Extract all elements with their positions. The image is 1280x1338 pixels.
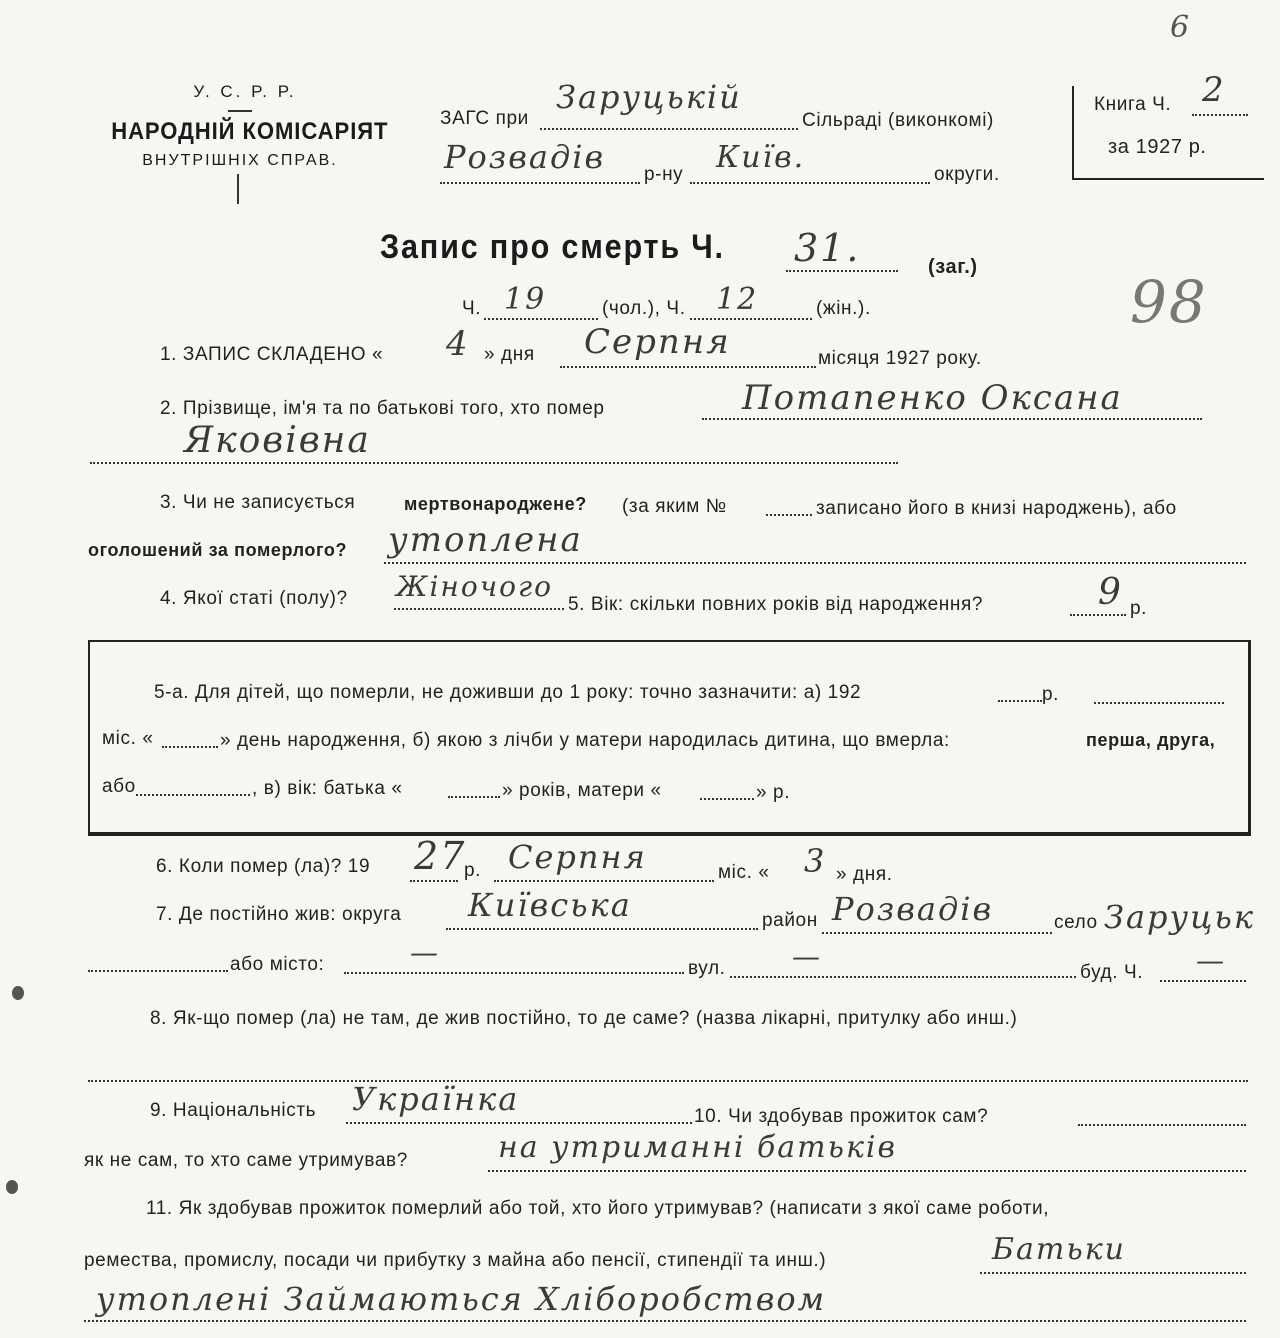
field-3-number-line xyxy=(766,514,812,516)
field-2-line2 xyxy=(90,462,898,464)
field-5a-month-line xyxy=(1094,702,1224,704)
page-number: 6 xyxy=(1170,10,1190,45)
record-title: Запис про смерть Ч. xyxy=(380,228,725,266)
field-6-month-value: Серпня xyxy=(508,838,647,876)
issuer-header xyxy=(100,82,389,204)
field-5a-line3-b: , в) вік: батька « xyxy=(252,778,403,799)
field-3-value-line xyxy=(384,562,1246,564)
field-3-label-bold: мертвонароджене? xyxy=(404,494,587,514)
field-10-value-line xyxy=(488,1170,1246,1172)
field-5a-day-line xyxy=(162,746,218,748)
field-1-month-line xyxy=(560,366,816,368)
field-10-label2: як не сам, то хто саме утримував? xyxy=(84,1150,408,1171)
field-7-district-label: район xyxy=(762,910,818,931)
book-number-line xyxy=(1192,114,1248,116)
field-5-value: 9 xyxy=(1098,572,1123,613)
male-label: (чол.), Ч. xyxy=(602,298,686,319)
field-3-value: утоплена xyxy=(388,520,583,560)
field-5a-mother-age-line xyxy=(700,798,754,800)
field-3-label-a: 3. Чи не записується xyxy=(160,492,356,513)
field-5a-line3-c: » років, матери « xyxy=(502,780,662,801)
record-suffix: (заг.) xyxy=(928,256,978,278)
field-6-month-line xyxy=(494,880,714,882)
field-7-city-label: або місто: xyxy=(230,954,325,975)
field-1-day-suffix: » дня xyxy=(484,344,535,365)
field-10-answer-line xyxy=(1078,1124,1246,1126)
field-4-value: Жіночого xyxy=(396,570,553,603)
field-5a-line1: 5-а. Для дітей, що померли, не доживши до 1 року: точно зазначити: а) 192 xyxy=(154,682,862,703)
field-2-value-line1: Потапенко Оксана xyxy=(742,378,1123,418)
district-name-line xyxy=(440,182,640,184)
okrug-name-value: Київ. xyxy=(716,140,806,175)
divider xyxy=(237,174,243,204)
zags-suffix: Сільраді (виконкомі) xyxy=(802,110,994,131)
field-9-label: 9. Національність xyxy=(150,1100,317,1121)
divider xyxy=(228,110,252,112)
field-7-street-line xyxy=(730,976,1076,978)
male-number-line xyxy=(484,318,598,320)
field-8-label: 8. Як-що помер (ла) не там, де жив постійно, то де саме? (назва лікарні, притулку або инш.) xyxy=(150,1008,1018,1029)
commissariat-label: НАРОДНІЙ КОМІСАРІЯТ xyxy=(111,118,389,145)
field-1-day-value: 4 xyxy=(446,324,470,364)
field-9-value: Українка xyxy=(352,1080,520,1118)
department-label: ВНУТРІШНІХ СПРАВ. xyxy=(142,152,338,169)
field-11-label1: 11. Як здобував прожиток померлий або той, хто його утримував? (написати з якої саме роботи, xyxy=(146,1198,1050,1219)
district-name-value: Розвадів xyxy=(444,138,606,176)
field-6-month-suffix: міс. « xyxy=(718,862,770,883)
field-6-day-suffix: » дня. xyxy=(836,864,893,885)
field-7-pre-city-line xyxy=(88,970,228,972)
field-11-value1: Батьки xyxy=(992,1232,1126,1267)
field-3-label-bold2: оголошений за померлого? xyxy=(88,540,348,560)
punch-hole xyxy=(12,986,24,1000)
field-5a-line1-end: р. xyxy=(1042,684,1060,705)
field-5a-line3-a: або xyxy=(102,776,136,797)
book-number-value: 2 xyxy=(1202,70,1226,110)
male-number-value: 19 xyxy=(504,282,547,317)
field-4-line xyxy=(394,608,564,610)
field-7-village-value: Заруцьк xyxy=(1104,898,1255,936)
field-7-street-value: — xyxy=(792,940,822,973)
field-7-district-value: Розвадів xyxy=(832,890,994,928)
field-10-label: 10. Чи здобував прожиток сам? xyxy=(694,1106,989,1127)
field-11-value2: утоплені Займаються Хліборобством xyxy=(96,1280,827,1318)
field-7-okrug-value: Київська xyxy=(468,886,632,924)
male-prefix: Ч. xyxy=(462,298,482,319)
field-7-district-line xyxy=(822,932,1052,934)
margin-note: 98 xyxy=(1130,268,1208,336)
punch-hole xyxy=(6,1180,18,1194)
female-number-line xyxy=(690,318,812,320)
zags-prefix: ЗАГС при xyxy=(440,108,529,129)
field-7-city-value: — xyxy=(410,936,440,969)
field-5-label: 5. Вік: скільки повних років від народження? xyxy=(568,594,984,615)
field-5a-line2-bold: перша, друга, xyxy=(1086,730,1216,750)
district-suffix: р-ну xyxy=(644,164,684,185)
field-6-year-value: 27 xyxy=(414,834,467,878)
field-6-year-line xyxy=(410,880,458,882)
field-7-house-value: — xyxy=(1196,944,1226,977)
field-5a-father-age-line xyxy=(448,796,500,798)
okrug-name-line xyxy=(690,182,930,184)
field-7-city-line xyxy=(344,972,684,974)
infant-section-box xyxy=(88,640,1251,836)
field-8-line xyxy=(88,1080,1248,1082)
book-year-label: за 1927 р. xyxy=(1108,136,1207,158)
field-11-value1-line xyxy=(980,1272,1246,1274)
field-2-value-line2: Яковівна xyxy=(184,420,371,461)
field-6-label: 6. Коли помер (ла)? 19 xyxy=(156,856,371,877)
field-2-label: 2. Прізвище, ім'я та по батькові того, хто помер xyxy=(160,398,605,419)
record-number-value: 31. xyxy=(794,226,861,270)
field-1-label: 1. ЗАПИС СКЛАДЕНО « xyxy=(160,344,384,365)
field-7-label: 7. Де постійно жив: округа xyxy=(156,904,402,925)
field-11-value2-line xyxy=(84,1320,1246,1322)
field-11-label2: ремества, промислу, посади чи прибутку з майна або пенсії, стипендії та инш.) xyxy=(84,1250,827,1271)
field-7-house-line xyxy=(1160,980,1246,982)
field-5a-order-line xyxy=(136,794,250,796)
field-9-line xyxy=(346,1122,692,1124)
field-6-day-value: 3 xyxy=(804,842,827,880)
field-5a-year-line xyxy=(998,700,1042,702)
field-5a-line3-d: » р. xyxy=(756,782,791,803)
field-5-suffix: р. xyxy=(1130,598,1148,619)
field-6-year-suffix: р. xyxy=(464,860,482,881)
field-10-value: на утриманні батьків xyxy=(498,1130,897,1165)
field-3-label-b: (за яким № xyxy=(622,496,727,517)
field-7-house-label: буд. Ч. xyxy=(1080,962,1144,983)
female-number-value: 12 xyxy=(716,282,759,317)
record-number-line xyxy=(786,270,898,272)
field-2-line1 xyxy=(702,418,1202,420)
okrug-suffix: округи. xyxy=(934,164,1000,185)
council-name-line xyxy=(540,128,798,130)
field-5-line xyxy=(1070,614,1126,616)
field-3-label-c: записано його в книзі народжень), або xyxy=(816,498,1177,519)
field-4-label: 4. Якої статі (полу)? xyxy=(160,588,348,609)
book-box xyxy=(1072,70,1264,180)
book-label: Книга Ч. xyxy=(1094,94,1172,115)
field-5a-line2-b: » день народження, б) якою з лічби у матери народилась дитина, що вмерла: xyxy=(220,730,950,751)
field-1-month-suffix: місяця 1927 року. xyxy=(818,348,982,369)
field-7-street-label: вул. xyxy=(688,958,726,979)
field-5a-line2-a: міс. « xyxy=(102,728,154,749)
republic-label: У. С. Р. Р. xyxy=(193,82,297,101)
field-7-okrug-line xyxy=(446,928,758,930)
female-label: (жін.). xyxy=(816,298,871,319)
field-1-month-value: Серпня xyxy=(584,322,731,362)
field-7-village-label: село xyxy=(1054,912,1098,933)
council-name-value: Заруцькій xyxy=(556,78,742,116)
